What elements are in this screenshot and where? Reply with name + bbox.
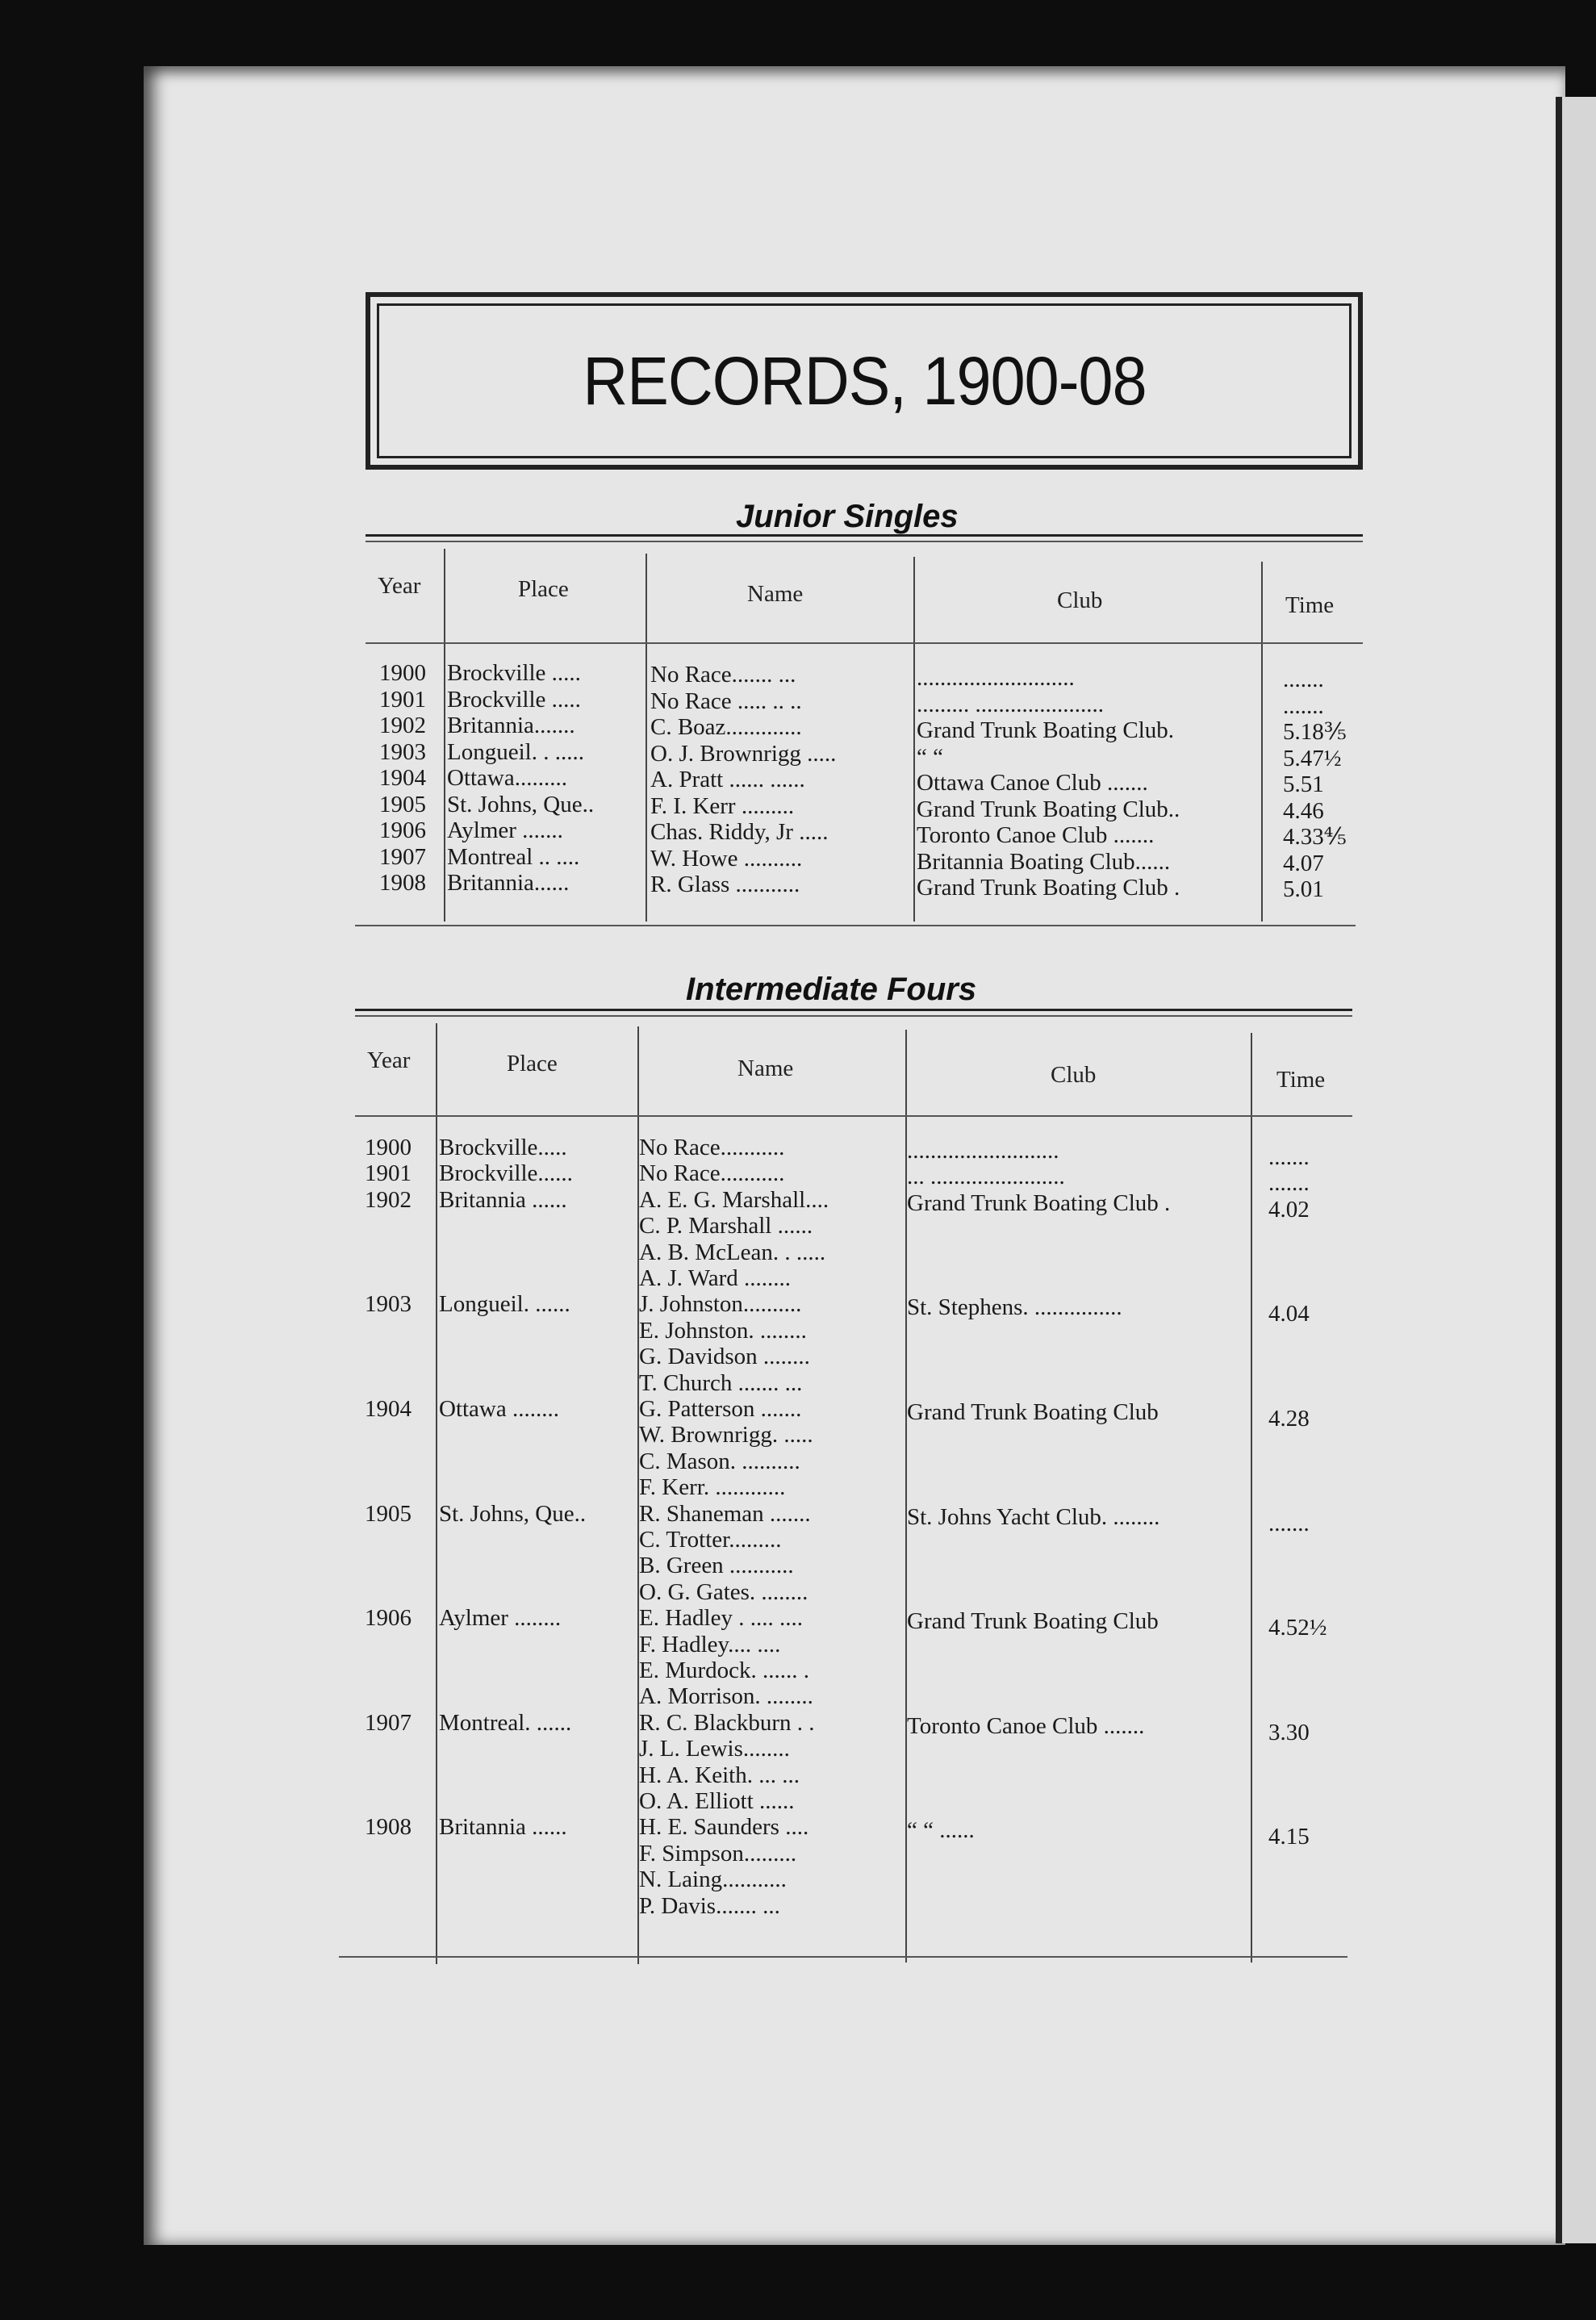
junior-row-3-club: “ “ [917,743,943,770]
fours-row-2-year: 1902 [365,1186,412,1213]
fours-row-4-name-3: F. Kerr. ............ [639,1474,786,1501]
fours-row-7-place: Montreal. ...... [439,1709,572,1736]
fours-row-5-time: ....... [1268,1510,1310,1536]
fours-row-8-place: Britannia ...... [439,1814,567,1841]
junior-row-0-name: No Race....... ... [650,662,796,688]
title-frame [366,292,1363,470]
fours-row-3-year: 1903 [365,1291,412,1318]
fours-row-8-club: “ “ ...... [907,1817,975,1844]
junior-row-7-club: Britannia Boating Club...... [917,848,1171,875]
fours-row-5-place: St. Johns, Que.. [439,1500,587,1527]
fours-row-4-place: Ottawa ........ [439,1396,559,1422]
junior-singles-top-rule [366,534,1363,537]
junior-row-2-name: C. Boaz............. [650,714,802,740]
junior-row-0-club: ........................... [917,665,1075,691]
fours-row-4-time: 4.28 [1268,1406,1310,1432]
intermediate-fours-heading: Intermediate Fours [686,972,977,1007]
fours-row-4-club: Grand Trunk Boating Club [907,1399,1159,1425]
fours-row-1-place: Brockville...... [439,1160,573,1187]
fours-top-rule-2 [355,1015,1352,1017]
junior-header-rule [366,642,1363,644]
fours-header-year: Year [367,1047,411,1073]
fours-row-8-name-0: H. E. Saunders .... [639,1814,809,1841]
junior-row-2-place: Britannia....... [447,713,575,738]
fours-row-4-year: 1904 [365,1396,412,1422]
junior-row-6-club: Toronto Canoe Club ....... [917,822,1155,848]
junior-row-2-time: 5.18⅗ [1283,719,1347,745]
junior-row-3-place: Longueil. . ..... [447,738,584,765]
fours-row-2-time: 4.02 [1268,1196,1310,1223]
fours-row-0-year: 1900 [365,1135,412,1160]
fours-row-7-club: Toronto Canoe Club ....... [907,1712,1145,1739]
junior-header-place: Place [518,576,569,602]
page-title: RECORDS, 1900-08 [582,342,1147,419]
fours-row-1-name-0: No Race........... [639,1160,785,1187]
fours-row-2-name-3: A. J. Ward ........ [639,1265,792,1291]
junior-row-0-year: 1900 [379,660,426,686]
fours-row-6-name-2: E. Murdock. ...... . [639,1657,810,1683]
junior-divider-1 [444,549,445,922]
junior-row-6-place: Aylmer ....... [447,817,563,843]
fours-row-1-club: ... ....................... [907,1164,1065,1190]
junior-row-6-time: 4.33⅘ [1283,824,1347,850]
fours-bottom-rule [339,1956,1347,1958]
fours-row-5-name-3: O. G. Gates. ........ [639,1578,808,1605]
junior-divider-2 [646,554,647,922]
fours-row-3-club: St. Stephens. ............... [907,1294,1122,1321]
fours-row-0-club: .......................... [907,1138,1059,1164]
fours-header-club: Club [1051,1062,1097,1088]
fours-row-6-place: Aylmer ........ [439,1605,562,1632]
fours-row-5-name-2: B. Green ........... [639,1553,794,1579]
fours-row-2-place: Britannia ...... [439,1186,567,1213]
fours-row-5-name-0: R. Shaneman ....... [639,1500,811,1527]
fours-header-name: Name [737,1055,794,1081]
fours-row-6-club: Grand Trunk Boating Club [907,1608,1159,1635]
junior-singles-bottom-rule [355,925,1356,926]
fours-row-2-name-0: A. E. G. Marshall.... [639,1186,829,1213]
fours-row-6-time: 4.52½ [1268,1615,1327,1641]
junior-row-7-place: Montreal .. .... [447,843,580,870]
fours-row-3-name-2: G. Davidson ........ [639,1344,810,1370]
fours-row-6-name-1: F. Hadley.... .... [639,1631,781,1657]
fours-row-1-year: 1901 [365,1160,412,1187]
junior-row-5-place: St. Johns, Que.. [447,791,595,817]
junior-header-name: Name [747,581,804,607]
fours-row-7-time: 3.30 [1268,1719,1310,1745]
fours-row-2-name-1: C. P. Marshall ...... [639,1213,813,1239]
fours-row-3-place: Longueil. ...... [439,1291,570,1318]
fours-row-0-time: ....... [1268,1144,1310,1170]
junior-row-4-year: 1904 [379,765,426,791]
fours-row-3-name-0: J. Johnston.......... [639,1291,802,1318]
fours-row-8-name-1: F. Simpson......... [639,1840,797,1866]
junior-row-7-year: 1907 [379,843,426,870]
title-frame-inner [377,303,1352,458]
junior-row-1-time: ....... [1283,692,1324,719]
junior-row-4-club: Ottawa Canoe Club ....... [917,770,1148,796]
fours-row-2-name-2: A. B. McLean. . ..... [639,1239,826,1265]
fours-header-place: Place [507,1051,558,1076]
junior-row-2-club: Grand Trunk Boating Club. [917,717,1175,743]
junior-singles-heading: Junior Singles [736,499,959,534]
junior-row-3-year: 1903 [379,738,426,765]
junior-row-4-name: A. Pratt ...... ...... [650,767,805,792]
fours-row-6-year: 1906 [365,1605,412,1632]
fours-row-8-name-2: N. Laing........... [639,1866,787,1893]
junior-row-5-club: Grand Trunk Boating Club.. [917,796,1180,822]
junior-row-1-year: 1901 [379,686,426,713]
fours-divider-1 [436,1023,437,1964]
fours-row-0-name-0: No Race........... [639,1135,785,1160]
junior-row-8-time: 5.01 [1283,876,1324,902]
junior-row-1-club: ......... ...................... [917,691,1104,717]
fours-row-8-time: 4.15 [1268,1824,1310,1850]
junior-row-8-year: 1908 [379,870,426,896]
junior-row-4-time: 5.51 [1283,771,1324,797]
fours-row-7-name-1: J. L. Lewis........ [639,1736,790,1762]
junior-row-6-year: 1906 [379,817,426,843]
junior-row-2-year: 1902 [379,713,426,738]
junior-row-5-time: 4.46 [1283,797,1324,824]
fours-row-6-name-3: A. Morrison. ........ [639,1683,813,1710]
junior-row-4-place: Ottawa......... [447,765,567,791]
fours-row-4-name-0: G. Patterson ....... [639,1396,802,1422]
fours-row-0-place: Brockville..... [439,1135,567,1160]
junior-divider-3 [913,557,915,922]
junior-row-8-club: Grand Trunk Boating Club . [917,875,1180,901]
junior-row-5-name: F. I. Kerr ......... [650,792,795,819]
fours-top-rule [355,1009,1352,1011]
fours-row-7-year: 1907 [365,1709,412,1736]
facing-page-edge [1556,97,1596,2243]
junior-singles-top-rule-2 [366,541,1363,542]
junior-row-7-time: 4.07 [1283,850,1324,876]
fours-row-3-name-1: E. Johnston. ........ [639,1317,807,1344]
junior-row-3-time: 5.47½ [1283,745,1342,771]
junior-row-0-time: ....... [1283,667,1324,692]
fours-row-3-name-3: T. Church ....... ... [639,1369,803,1396]
junior-row-5-year: 1905 [379,791,426,817]
junior-row-7-name: W. Howe .......... [650,845,803,872]
junior-row-3-name: O. J. Brownrigg ..... [650,740,837,767]
junior-row-8-place: Britannia...... [447,870,570,896]
junior-row-1-name: No Race ..... .. .. [650,688,802,714]
junior-row-0-place: Brockville ..... [447,660,581,686]
junior-row-1-place: Brockville ..... [447,686,581,713]
fours-row-7-name-0: R. C. Blackburn . . [639,1709,815,1736]
fours-row-1-time: ....... [1268,1170,1310,1197]
junior-header-time: Time [1285,592,1335,618]
fours-header-rule [355,1115,1352,1117]
junior-row-6-name: Chas. Riddy, Jr ..... [650,819,829,845]
fours-row-5-name-1: C. Trotter......... [639,1527,782,1553]
junior-row-8-name: R. Glass ........... [650,872,800,897]
fours-row-7-name-3: O. A. Elliott ...... [639,1788,795,1814]
junior-divider-4 [1261,562,1263,922]
fours-row-4-name-1: W. Brownrigg. ..... [639,1422,813,1448]
fours-row-7-name-2: H. A. Keith. ... ... [639,1762,800,1788]
fours-row-4-name-2: C. Mason. .......... [639,1448,800,1474]
fours-header-time: Time [1276,1067,1326,1093]
fours-row-8-name-3: P. Davis....... ... [639,1892,780,1919]
fours-row-6-name-0: E. Hadley . .... .... [639,1605,803,1632]
fours-row-5-year: 1905 [365,1500,412,1527]
fours-row-5-club: St. Johns Yacht Club. ........ [907,1503,1160,1530]
fours-row-8-year: 1908 [365,1814,412,1841]
fours-divider-4 [1251,1033,1252,1963]
fours-row-2-club: Grand Trunk Boating Club . [907,1189,1171,1216]
fours-row-3-time: 4.04 [1268,1301,1310,1327]
junior-header-year: Year [378,573,421,599]
junior-header-club: Club [1057,587,1103,613]
